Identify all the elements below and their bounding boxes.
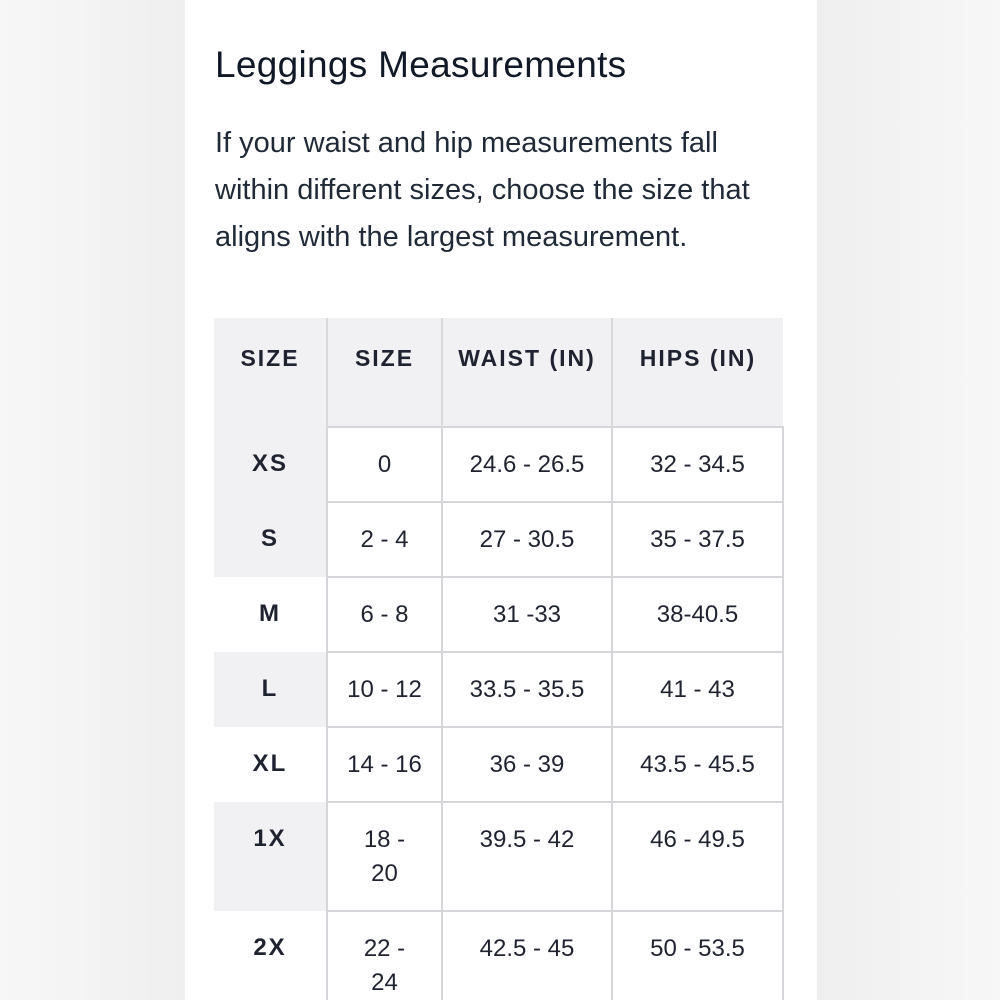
table-row xyxy=(214,502,783,577)
table-row xyxy=(214,802,783,911)
table-row xyxy=(214,427,783,502)
table-row xyxy=(214,727,783,802)
size-guide-panel[interactable] xyxy=(185,0,817,1000)
size-letter-cell: 1X xyxy=(214,802,327,911)
table-row xyxy=(214,911,783,1000)
size-number-cell: 2 - 4 xyxy=(327,502,442,577)
hips-cell: 38-40.5 xyxy=(612,577,783,652)
table-header-row xyxy=(214,318,783,427)
size-number-cell: 18 - 20 xyxy=(327,802,442,911)
size-number-cell: 0 xyxy=(327,427,442,502)
size-number-cell: 10 - 12 xyxy=(327,652,442,727)
column-header-hips: HIPS (IN) xyxy=(612,318,783,427)
size-chart-table xyxy=(214,318,784,1000)
size-guide-description: If your waist and hip measurements fall within different sizes, choose the size that aligns with the largest measurement. xyxy=(215,127,750,253)
size-letter-cell: S xyxy=(214,502,327,577)
size-letter-cell: L xyxy=(214,652,327,727)
backdrop-left xyxy=(0,0,185,1000)
size-number-cell: 22 - 24 xyxy=(327,911,442,1000)
size-letter-cell: XL xyxy=(214,727,327,802)
backdrop-right xyxy=(817,0,1000,1000)
hips-cell: 46 - 49.5 xyxy=(612,802,783,911)
hips-cell: 41 - 43 xyxy=(612,652,783,727)
column-header-size-letter: SIZE xyxy=(214,318,327,427)
waist-cell: 27 - 30.5 xyxy=(442,502,612,577)
column-header-size-number: SIZE xyxy=(327,318,442,427)
table-row xyxy=(214,652,783,727)
waist-cell: 33.5 - 35.5 xyxy=(442,652,612,727)
waist-cell: 31 -33 xyxy=(442,577,612,652)
hips-cell: 35 - 37.5 xyxy=(612,502,783,577)
hips-cell: 50 - 53.5 xyxy=(612,911,783,1000)
hips-cell: 32 - 34.5 xyxy=(612,427,783,502)
size-letter-cell: 2X xyxy=(214,911,327,1000)
page-title: Leggings Measurements xyxy=(215,44,627,85)
table-row xyxy=(214,577,783,652)
waist-cell: 39.5 - 42 xyxy=(442,802,612,911)
hips-cell: 43.5 - 45.5 xyxy=(612,727,783,802)
waist-cell: 24.6 - 26.5 xyxy=(442,427,612,502)
column-header-waist: WAIST (IN) xyxy=(442,318,612,427)
waist-cell: 36 - 39 xyxy=(442,727,612,802)
size-number-cell: 14 - 16 xyxy=(327,727,442,802)
waist-cell: 42.5 - 45 xyxy=(442,911,612,1000)
size-number-cell: 6 - 8 xyxy=(327,577,442,652)
size-letter-cell: M xyxy=(214,577,327,652)
size-letter-cell: XS xyxy=(214,427,327,502)
